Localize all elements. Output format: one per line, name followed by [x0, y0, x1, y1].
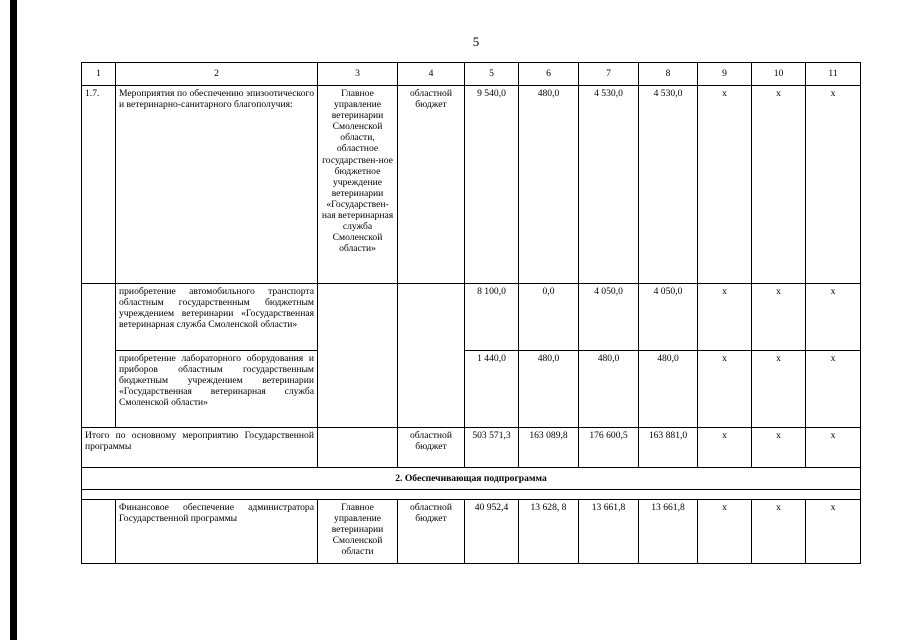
executor-cell: Главное управление ветеринарии Смоленской области [318, 500, 398, 564]
value-cell: х [806, 284, 861, 351]
empty-cell [82, 284, 116, 428]
row-number: 1.7. [82, 86, 116, 284]
value-cell: х [752, 86, 806, 284]
measure-name: приобретение автомобильного транспорта областным государственным бюджетным учреждением ветеринарии «Государственная ветеринарная служба Смоленской области» [116, 284, 318, 351]
header-cell: 10 [752, 63, 806, 86]
value-cell: 40 952,4 [465, 500, 519, 564]
value-cell: 13 661,8 [579, 500, 639, 564]
header-cell: 4 [398, 63, 465, 86]
measure-name: Мероприятия по обеспечению эпизоотического и ветеринарно-санитарного благополучия: [116, 86, 318, 284]
value-cell: 0,0 [519, 284, 579, 351]
value-cell: х [698, 351, 752, 428]
value-cell: 480,0 [639, 351, 698, 428]
scan-edge-bar [10, 0, 17, 640]
empty-cell [398, 284, 465, 428]
value-cell: 4 530,0 [579, 86, 639, 284]
value-cell: 503 571,3 [465, 428, 519, 468]
funding-source: областной бюджет [398, 500, 465, 564]
value-cell: 163 881,0 [639, 428, 698, 468]
value-cell: 9 540,0 [465, 86, 519, 284]
header-cell: 2 [116, 63, 318, 86]
value-cell: 176 600,5 [579, 428, 639, 468]
header-cell: 7 [579, 63, 639, 86]
value-cell: 480,0 [519, 351, 579, 428]
value-cell: х [806, 86, 861, 284]
value-cell: х [752, 351, 806, 428]
value-cell: х [806, 428, 861, 468]
header-row [82, 63, 861, 86]
table-row [82, 86, 861, 284]
header-cell: 8 [639, 63, 698, 86]
value-cell: 13 661,8 [639, 500, 698, 564]
value-cell: 8 100,0 [465, 284, 519, 351]
empty-cell [318, 428, 398, 468]
value-cell: 4 050,0 [579, 284, 639, 351]
subprogram-title: 2. Обеспечивающая подпрограмма [82, 468, 861, 490]
header-cell: 6 [519, 63, 579, 86]
total-label: Итого по основному мероприятию Государственной программы [82, 428, 318, 468]
value-cell: х [752, 500, 806, 564]
value-cell: х [752, 284, 806, 351]
value-cell: 480,0 [579, 351, 639, 428]
value-cell: х [752, 428, 806, 468]
table-row [82, 351, 861, 428]
executor-cell: Главное управление ветеринарии Смоленской области, областное государствен-ное бюджетное учреждение ветеринарии «Государствен-ная ветеринарная служба Смоленской области» [318, 86, 398, 284]
funding-source: областной бюджет [398, 428, 465, 468]
empty-cell [82, 500, 116, 564]
subprogram-row [82, 468, 861, 490]
value-cell: 480,0 [519, 86, 579, 284]
value-cell: х [806, 351, 861, 428]
header-cell: 9 [698, 63, 752, 86]
value-cell: 13 628, 8 [519, 500, 579, 564]
value-cell: х [698, 86, 752, 284]
value-cell: х [698, 284, 752, 351]
table-row [82, 284, 861, 351]
header-cell: 1 [82, 63, 116, 86]
header-cell: 5 [465, 63, 519, 86]
measure-name: Финансовое обеспечение администратора Государственной программы [116, 500, 318, 564]
value-cell: 1 440,0 [465, 351, 519, 428]
value-cell: 163 089,8 [519, 428, 579, 468]
value-cell: х [806, 500, 861, 564]
empty-cell [318, 284, 398, 428]
header-cell: 11 [806, 63, 861, 86]
table-row [82, 500, 861, 564]
header-cell: 3 [318, 63, 398, 86]
table-row [82, 428, 861, 468]
budget-table [81, 62, 861, 564]
value-cell: х [698, 428, 752, 468]
value-cell: 4 530,0 [639, 86, 698, 284]
value-cell: х [698, 500, 752, 564]
value-cell: 4 050,0 [639, 284, 698, 351]
spacer-cell [82, 490, 861, 500]
page-number: 5 [472, 34, 480, 49]
measure-name: приобретение лабораторного оборудования и приборов областным государственным бюджетным учреждением ветеринарии «Государственная ветеринарная служба Смоленской области» [116, 351, 318, 428]
funding-source: областной бюджет [398, 86, 465, 284]
spacer-row [82, 490, 861, 500]
